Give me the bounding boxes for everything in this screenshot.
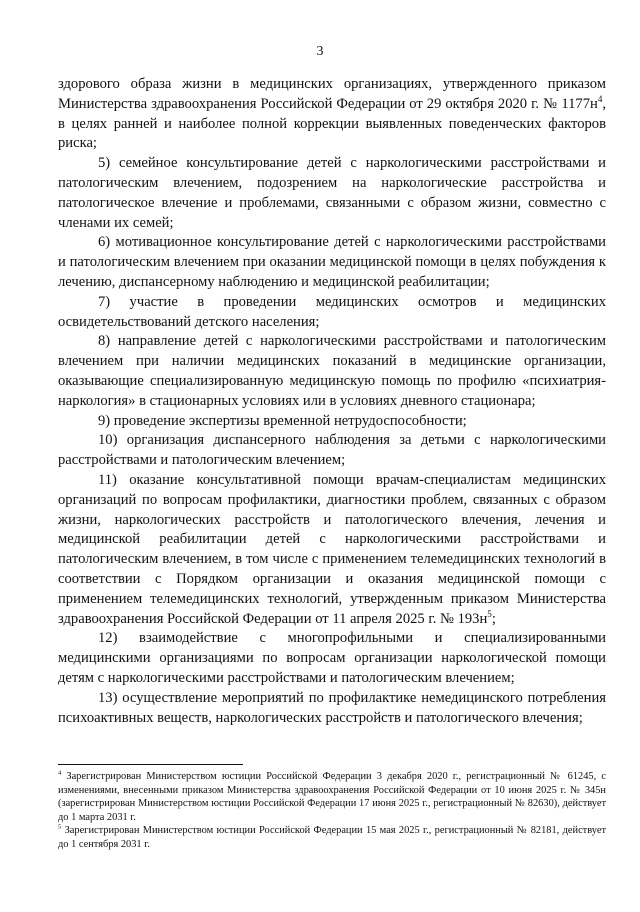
list-item-11: 11) оказание консультативной помощи врачам-специалистам медицинских организаций по вопросам профилактики, диагностики проблем, связанных с образом жизни, наркологических расстройств и патологического влечения, лечения и медицинской реабилитации детей с наркологическими расстройствами и патологическим влечением, в том числе с применением телемедицинских технологий в соответствии с Порядком организации и оказания медицинской помощи с применением телемедицинских технологий, утвержденным приказом Министерства здравоохранения Российской Федерации от 11 апреля 2025 г. № $193н^5$; (58, 471, 606, 627)
footnote-mark: 5 (58, 823, 62, 831)
list-item-12: 12) взаимодействие с многопрофильными и специализированными медицинскими организациями по вопросам организации наркологической помощи детям с наркологическими расстройствами и патологическим влечением; (58, 630, 606, 686)
list-item-8: 8) направление детей с наркологическими расстройствами и патологическим влечением при наличии медицинских показаний в медицинские организации, оказывающие специализированную медицинскую помощь по профилю «психиатрия-наркология» в стационарных условиях или в условиях дневного стационара; (58, 333, 606, 409)
paragraph-continuation: здорового образа жизни в медицинских организациях, утвержденного приказом Министерства здравоохранения Российской Федерации от 29 октября 2020 г. № $1177н^4$, в целях ранней и наиболее полной коррекции выявленных поведенческих факторов риска; (58, 76, 606, 152)
footnote-5: $^5$ Зарегистрирован Министерством юстиции Российской Федерации 15 мая 2025 г., регистрационный № 82181, действует до 1 сентября 2031 г. (58, 823, 606, 850)
list-item-6: 6) мотивационное консультирование детей с наркологическими расстройствами и патологическим влечением при оказании медицинской помощи в целях побуждения к лечению, диспансерному наблюдению и медицинской реабилитации; (58, 234, 606, 290)
page-number: 3 (316, 44, 324, 59)
list-item-9: 9) проведение экспертизы временной нетрудоспособности; (98, 412, 467, 429)
footnote-4: $^4$ Зарегистрирован Министерством юстиции Российской Федерации 3 декабря 2020 г., регистрационный № 61245, с изменениями, внесенными приказом Министерства здравоохранения Российской Федерации от 10 июня 2025 г. № 345н (зарегистрирован Министерством юстиции Российской Федерации 17 июня 2025 г., регистрационный № 82630), действует до 1 марта 2031 г. (58, 769, 606, 823)
footnote-ref-5: 5 (487, 608, 492, 619)
list-item-5: 5) семейное консультирование детей с наркологическими расстройствами и патологическим влечением, подозрением на наркологические расстройства и патологическое влечение и проблемами, связанными с образом жизни, совместно с членами их семей; (58, 155, 606, 231)
footnotes (58, 770, 606, 852)
list-item-13: 13) осуществление мероприятий по профилактике немедицинского потребления психоактивных веществ, наркологических расстройств и патологического влечения; (58, 689, 606, 726)
footnote-ref-4: 4 (597, 93, 603, 104)
footnote-mark: 4 (58, 769, 62, 777)
list-item-10: 10) организация диспансерного наблюдения за детьми с наркологическими расстройствами и патологическим влечением; (58, 432, 606, 469)
body-text (58, 75, 606, 728)
footnote-divider (58, 764, 243, 765)
list-item-7: 7) участие в проведении медицинских осмотров и медицинских освидетельствований детского населения; (58, 293, 606, 330)
